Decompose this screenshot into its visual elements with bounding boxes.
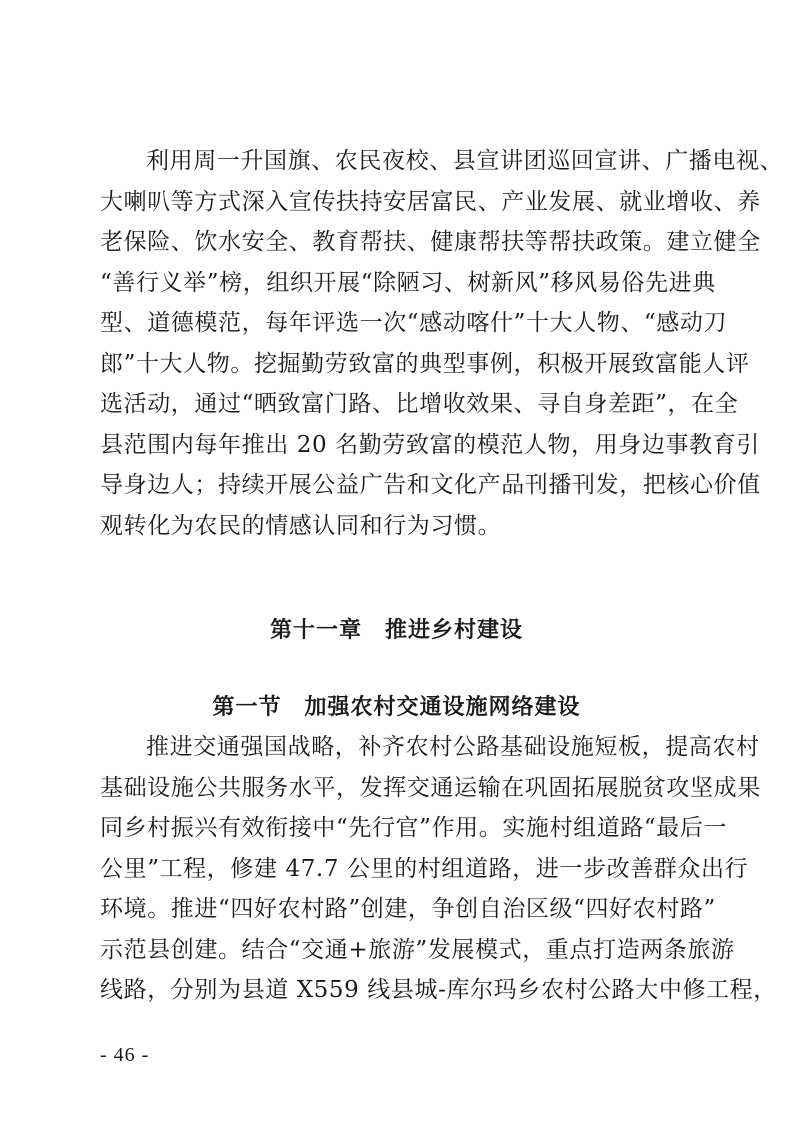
text-line: 公里”工程，修建 47.7 公里的村组道路，进一步改善群众出行 — [100, 855, 749, 882]
text-line: 选活动，通过“晒致富门路、比增收效果、寻自身差距”，在全 — [100, 391, 739, 417]
paragraph-transport-network — [100, 727, 777, 1011]
text-line: 老保险、饮水安全、教育帮扶、健康帮扶等帮扶政策。建立健全 — [100, 229, 761, 255]
text-line: 郎”十大人物。挖掘勤劳致富的典型事例，积极开展致富能人评 — [100, 350, 750, 377]
text-line: 县范围内每年推出 20 名勤劳致富的模范人物，用身边事教育引 — [100, 431, 760, 458]
text-line: 利用周一升国旗、农民夜校、县宣讲团巡回宣讲、广播电视、 — [146, 148, 784, 174]
chapter-title: 第十一章 推进乡村建设 — [269, 618, 523, 643]
text-line: 环境。推进“四好农村路”创建，争创自治区级“四好农村路” — [100, 896, 716, 922]
text-line: 大喇叭等方式深入宣传扶持安居富民、产业发展、就业增收、养 — [100, 188, 761, 215]
page-number: - 46 - — [100, 1044, 150, 1066]
text-line: 推进交通强国战略，补齐农村公路基础设施短板，提高农村 — [146, 734, 760, 760]
text-line: 型、道德模范，每年评选一次“感动喀什”十大人物、“感动刀 — [100, 310, 728, 336]
text-line: 基础设施公共服务水平，发挥交通运输在巩固拓展脱贫攻坚成果 — [100, 774, 761, 801]
text-line: 同乡村振兴有效衔接中“先行官”作用。实施村组道路“最后一 — [100, 815, 728, 841]
text-line: 观转化为农民的情感认同和行为习惯。 — [100, 512, 502, 539]
text-line: 线路，分别为县道 X559 线县城-库尔玛乡农村公路大中修工程， — [100, 977, 777, 1003]
section-title: 第一节 加强农村交通设施网络建设 — [212, 694, 581, 720]
text-line: 示范县创建。结合“交通+旅游”发展模式，重点打造两条旅游 — [100, 936, 735, 963]
paragraph-rural-civilization — [100, 141, 784, 546]
text-line: “善行义举”榜，组织开展“除陋习、树新风”移风易俗先进典 — [100, 269, 716, 296]
text-line: 导身边人；持续开展公益广告和文化产品刊播刊发，把核心价值 — [100, 472, 761, 498]
